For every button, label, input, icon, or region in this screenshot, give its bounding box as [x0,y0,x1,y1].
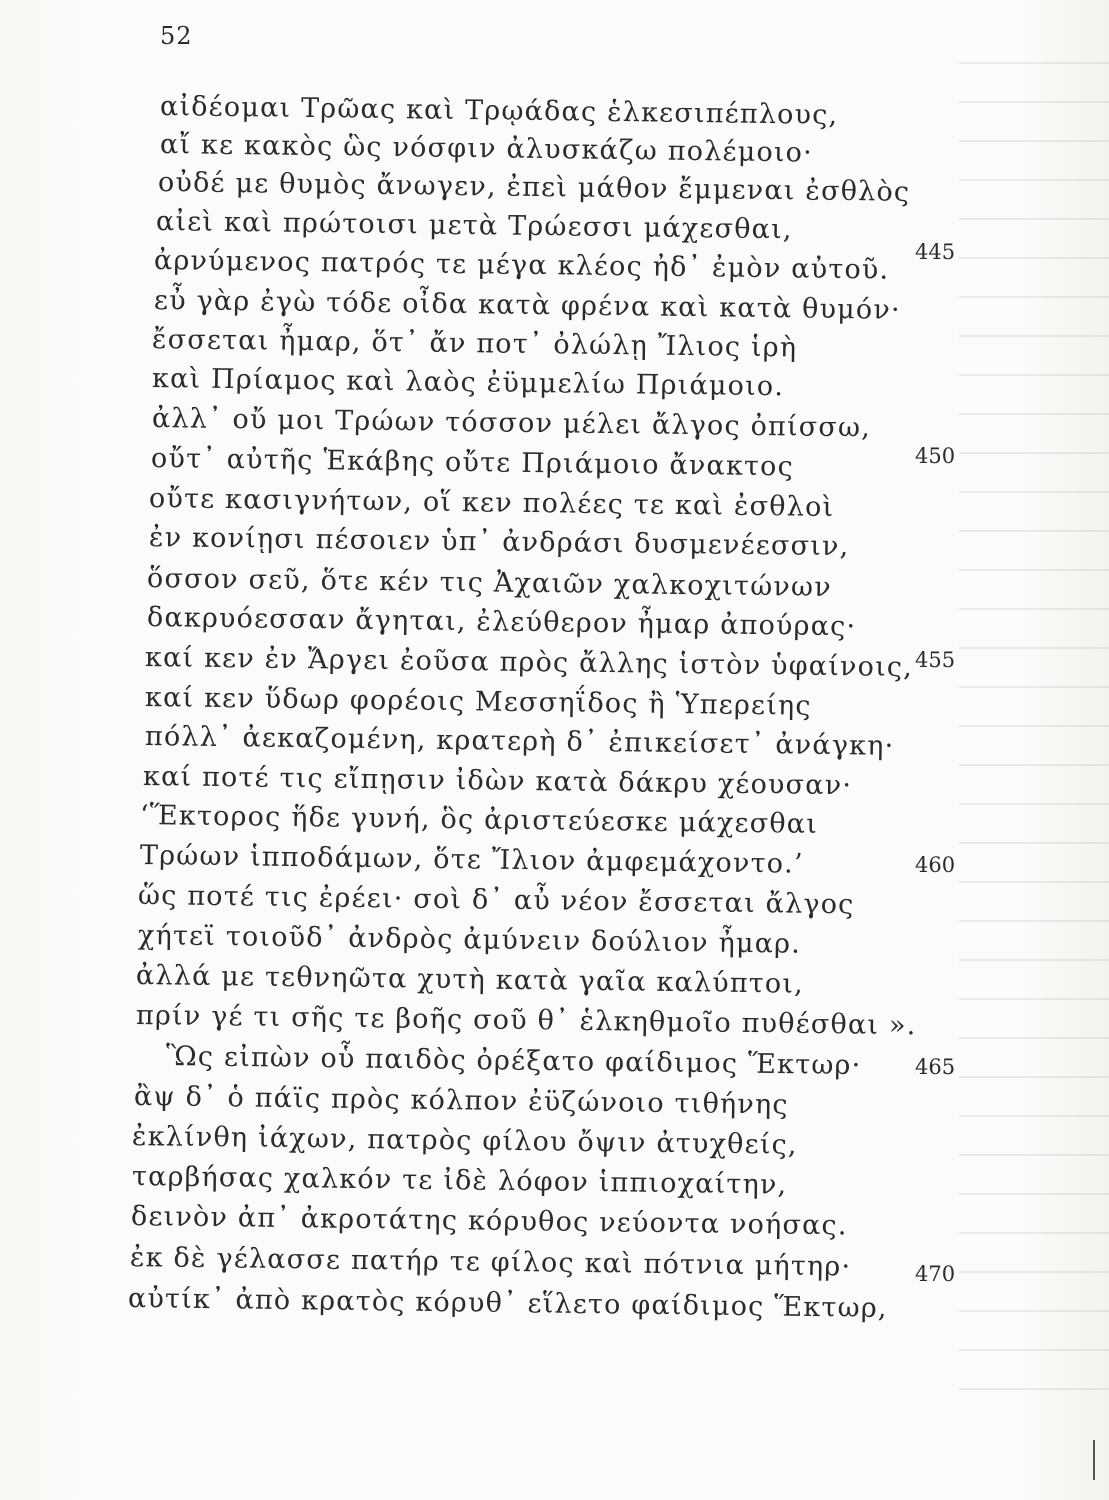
verse-line: καί ποτέ τις εἴπῃσιν ἰδὼν κατὰ δάκρυ χέουσαν· [142,761,853,802]
verse-line: ἂψ δ᾽ ὁ πάϊς πρὸς κόλπον ἐϋζώνοιο τιθήνης [133,1081,789,1121]
line-number: 465 [915,1055,956,1079]
verse-line: καὶ Πρίαμος καὶ λαὸς ἐϋμμελίω Πριάμοιο. [151,363,785,403]
show-through-text [959,40,1109,1420]
verse-line: ἐν κονίῃσι πέσοιεν ὑπ᾽ ἀνδράσι δυσμενέεσσιν, [148,522,850,563]
verse-line: πόλλ᾽ ἀεκαζομένη, κρατερὴ δ᾽ ἐπικείσετ᾽ ἀνάγκη· [144,721,895,762]
verse-line: ἐκ δὲ γέλασσε πατήρ τε φίλος καὶ πότνια μήτηρ· [129,1242,852,1283]
verse-line: οὐδέ με θυμὸς ἄνωγεν, ἐπεὶ μάθον ἔμμεναι ἐσθλὸς [157,167,911,208]
verse-line: Ὣς εἰπὼν οὗ παιδὸς ὀρέξατο φαίδιμος Ἕκτωρ· [165,1041,862,1082]
verse-line: πρίν γέ τι σῆς τε βοῆς σοῦ θ᾽ ἑλκηθμοῖο πυθέσθαι ». [135,1000,917,1042]
verse-line: Τρώων ἱπποδάμων, ὅτε Ἴλιον ἀμφεμάχοντο.’ [139,840,804,880]
line-number: 455 [915,648,956,672]
verse-line: ἀρνύμενος πατρός τε μέγα κλέος ἠδ᾽ ἐμὸν αὐτοῦ. [153,245,890,286]
verse-line: αἴ κε κακὸς ὣς νόσφιν ἀλυσκάζω πολέμοιο· [159,129,814,169]
verse-line: ὅσσον σεῦ, ὅτε κέν τις Ἀχαιῶν χαλκοχιτώνων [146,563,833,603]
page-edge-mark [1093,1440,1095,1480]
verse-line: ἀλλ᾽ οὔ μοι Τρώων τόσσον μέλει ἄλγος ὀπίσσω, [151,403,872,444]
line-number: 460 [915,853,956,877]
verse-line: καί κεν ἐν Ἄργει ἐοῦσα πρὸς ἄλλης ἱστὸν ὑφαίνοις, [144,642,914,684]
verse-line: οὔτε κασιγνήτων, οἵ κεν πολέες τε καὶ ἐσθλοὶ [148,483,835,523]
verse-line: ‘Ἕκτορος ἥδε γυνή, ὃς ἀριστεύεσκε μάχεσθαι [139,800,819,840]
line-number: 470 [915,1262,956,1286]
page-number: 52 [160,22,193,50]
verse-line: ταρβήσας χαλκόν τε ἰδὲ λόφον ἱππιοχαίτην, [131,1161,788,1201]
verse-line: οὔτ᾽ αὐτῆς Ἑκάβης οὔτε Πριάμοιο ἄνακτος [150,443,795,483]
verse-line: ἐκλίνθη ἰάχων, πατρὸς φίλου ὄψιν ἀτυχθείς, [131,1121,798,1161]
verse-line: καί κεν ὕδωρ φορέοις Μεσσηΐδος ἢ Ὑπερείης [144,682,812,722]
verse-line: ὥς ποτέ τις ἐρέει· σοὶ δ᾽ αὖ νέον ἔσσεται ἄλγος [137,880,855,921]
verse-line: δεινὸν ἀπ᾽ ἀκροτάτης κόρυθος νεύοντα νοήσας. [130,1201,848,1242]
verse-line: αἰεὶ καὶ πρώτοισι μετὰ Τρώεσσι μάχεσθαι, [155,206,793,246]
verse-line: ἀλλά με τεθνηῶτα χυτὴ κατὰ γαῖα καλύπτοι, [135,960,805,1000]
verse-line: εὖ γὰρ ἐγὼ τόδε οἶδα κατὰ φρένα καὶ κατὰ θυμόν· [153,285,901,326]
verse-line: δακρυόεσσαν ἄγηται, ἐλεύθερον ἦμαρ ἀπούρας· [146,602,857,643]
line-number: 445 [915,240,956,264]
verse-line: ἔσσεται ἦμαρ, ὅτ᾽ ἄν ποτ᾽ ὀλώλῃ Ἴλιος ἱρὴ [151,324,798,364]
verse-line: αἰδέομαι Τρῶας καὶ Τρῳάδας ἑλκεσιπέπλους, [159,91,839,131]
line-number: 450 [915,444,956,468]
verse-line: χήτεϊ τοιοῦδ᾽ ἀνδρὸς ἀμύνειν δούλιον ἦμαρ. [137,920,802,960]
verse-line: αὐτίκ᾽ ἀπὸ κρατὸς κόρυθ᾽ εἵλετο φαίδιμος Ἕκτωρ, [127,1283,888,1324]
